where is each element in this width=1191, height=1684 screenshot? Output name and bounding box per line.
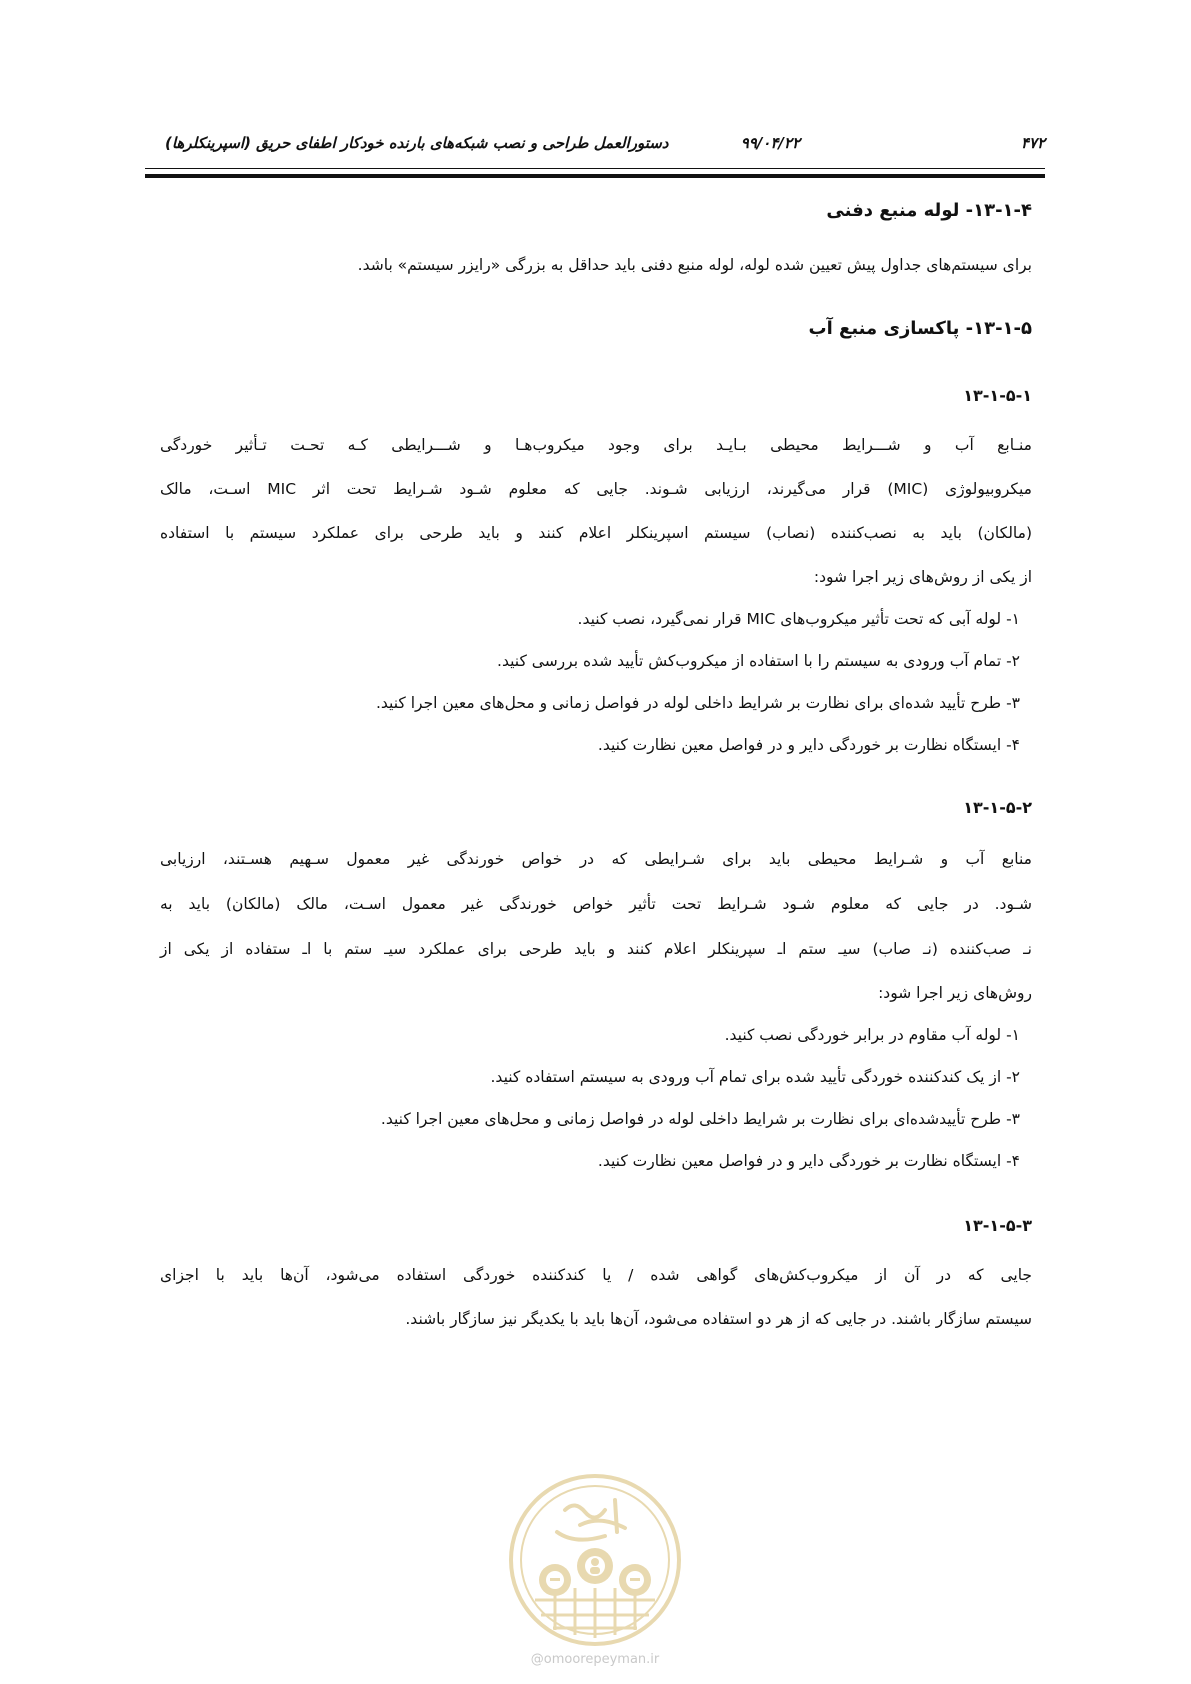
page-header: [145, 134, 1045, 160]
subsection-number-13-1-5-2: ۱۳-۱-۵-۲: [963, 798, 1032, 817]
paragraph-line: جایی که در آن از میکروب‌کش‌های گواهی شده / یا کندکننده خوردگی استفاده می‌شود، آن‌ها باید با اجزای: [160, 1266, 1032, 1284]
header-title: دستورالعمل طراحی و نصب شبکه‌های بارنده خودکار اطفای حریق (اسپرینکلرها): [165, 134, 669, 152]
section-heading-13-1-5: ۱۳-۱-۵- پاکسازی منبع آب: [808, 318, 1032, 339]
subsection-number-13-1-5-3: ۱۳-۱-۵-۳: [963, 1216, 1032, 1235]
list-item: ۳- طرح تأیید شده‌ای برای نظارت بر شرایط داخلی لوله در فواصل زمانی و محل‌های معین اجرا کنید.: [375, 694, 1020, 712]
paragraph-line: (مالکان) باید به نصب‌کننده (نصاب) سیستم اسپرینکلر اعلام کنند و باید طرحی برای عملکرد سیستم با استفاده: [160, 524, 1032, 542]
list-item: ۴- ایستگاه نظارت بر خوردگی دایر و در فواصل معین نظارت کنید.: [597, 1152, 1020, 1170]
page-number: ۴۷۲: [1020, 134, 1045, 152]
paragraph-line: روش‌های زیر اجرا شود:: [878, 984, 1032, 1002]
paragraph-line: منابع آب و شـرایط محیطی باید برای شـرایطی که در خواص خورندگی غیر معمول سـهیم هسـتند، ارزیابی: [160, 850, 1032, 868]
list-item: ۳- طرح تأییدشده‌ای برای نظارت بر شرایط داخلی لوله در فواصل زمانی و محل‌های معین اجرا کنید.: [380, 1110, 1020, 1128]
watermark-site: @omoorepeyman.ir: [530, 1652, 660, 1667]
header-rule-thick: [145, 174, 1045, 178]
list-item: ۲- از یک کندکننده خوردگی تأیید شده برای تمام آب ورودی به سیستم استفاده کنید.: [490, 1068, 1020, 1086]
paragraph-line: برای سیستم‌های جداول پیش تعیین شده لوله، لوله منبع دفنی باید حداقل به بزرگی «رایزر سیستم» باشد.: [357, 256, 1032, 274]
subsection-number-13-1-5-1: ۱۳-۱-۵-۱: [963, 386, 1032, 405]
list-item: ۱- لوله آب مقاوم در برابر خوردگی نصب کنید.: [724, 1026, 1020, 1044]
paragraph-line: شـود. در جایی که معلوم شـود شـرایط تحت تأثیر خواص خورندگی غیر معمول اسـت، مالک (مالکان) باید به: [160, 895, 1032, 913]
paragraph-line: نـ صب‌کننده (نـ صاب) سیـ ستم اـ سپرینکلر اعلام کنند و باید طرحی برای عملکرد سیـ ستم با اـ ستفاده از یکی از: [160, 940, 1032, 958]
paragraph-line: میکروبیولوژی (MIC) قرار می‌گیرند، ارزیابی شـوند. جایی که معلوم شـود شـرایط تحت اثر MIC اسـت، مالک: [160, 480, 1032, 498]
list-item: ۱- لوله آبی که تحت تأثیر میکروب‌های MIC قرار نمی‌گیرد، نصب کنید.: [577, 610, 1020, 628]
list-item: ۲- تمام آب ورودی به سیستم را با استفاده از میکروب‌کش تأیید شده بررسی کنید.: [497, 652, 1020, 670]
paragraph-line: منـابع آب و شـــرایط محیطی بـایـد برای وجود میکروب‌هـا و شـــرایطی کـه تحـت تـأثیر خوردگی: [160, 436, 1032, 454]
paragraph-line: سیستم سازگار باشند. در جایی که از هر دو استفاده می‌شود، آن‌ها باید با یکدیگر نیز سازگار باشند.: [405, 1310, 1032, 1328]
watermark-seal-logo: [505, 1470, 685, 1650]
watermark-logo-text: امور پیمان: [592, 1524, 598, 1525]
section-heading-13-1-4: ۱۳-۱-۴- لوله منبع دفنی: [826, 200, 1032, 221]
header-date: ۹۹/۰۴/۲۲: [740, 134, 800, 152]
header-rule-thin: [145, 168, 1045, 169]
paragraph-line: از یکی از روش‌های زیر اجرا شود:: [813, 568, 1032, 586]
list-item: ۴- ایستگاه نظارت بر خوردگی دایر و در فواصل معین نظارت کنید.: [597, 736, 1020, 754]
